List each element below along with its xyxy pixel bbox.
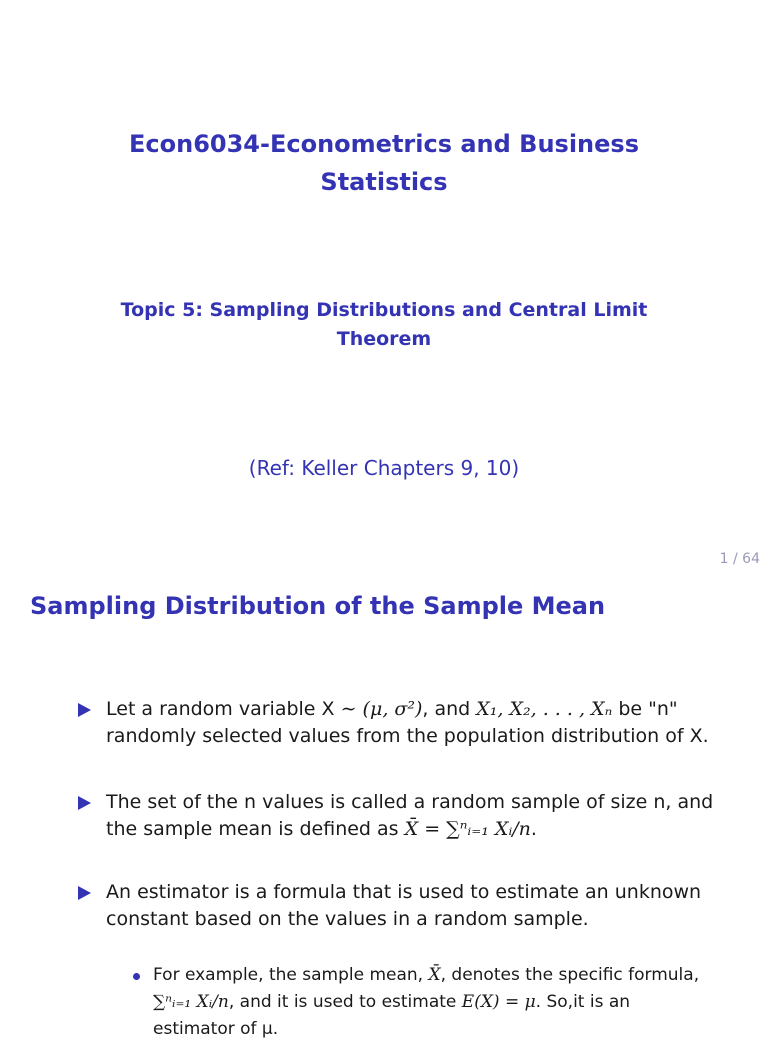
triangle-bullet-icon — [78, 703, 91, 717]
bullet-3-line-2: constant based on the values in a random sample. — [106, 908, 589, 930]
bullet-1-line-1 — [106, 696, 746, 723]
sub-bullet-text-d: . So,it is an — [535, 992, 631, 1012]
bullet-2-text-b: . — [530, 818, 537, 840]
sub-bullet-text — [153, 962, 743, 1043]
bullet-1-math-sample: X₁, X₂, . . . , Xₙ — [476, 698, 613, 720]
slide-title-line-2: Statistics — [320, 168, 448, 196]
slide-topic-line-2: Theorem — [336, 328, 432, 350]
sub-bullet-line-2 — [153, 989, 743, 1016]
triangle-bullet-icon — [78, 796, 91, 810]
bullet-2-text-a: the sample mean is defined as — [106, 818, 405, 840]
bullet-1-text-a: Let a random variable X — [106, 698, 341, 720]
sub-bullet-text-c: , and it is used to estimate — [228, 992, 462, 1012]
bullet-text-3 — [106, 879, 746, 933]
bullet-3-line-1: An estimator is a formula that is used to estimate an unknown — [106, 881, 702, 903]
slide-topic — [0, 296, 768, 354]
bullet-1-line-2: randomly selected values from the population distribution of X. — [106, 725, 709, 747]
dot-bullet-icon — [133, 973, 140, 980]
reference-text: (Ref: Keller Chapters 9, 10) — [248, 456, 520, 480]
bullet-2-line-1: The set of the n values is called a random sample of size n, and — [106, 791, 714, 813]
bullet-text-1 — [106, 696, 746, 750]
bullet-1-math-dist: ∼ (μ, σ²) — [340, 698, 423, 720]
slide-title — [0, 125, 768, 201]
bullet-text-2 — [106, 789, 746, 843]
sub-bullet-text-b: , denotes the specific formula, — [440, 965, 700, 985]
triangle-bullet-icon — [78, 886, 91, 900]
sub-bullet-line-3: estimator of μ. — [153, 1019, 279, 1039]
slide-title-line-1: Econ6034-Econometrics and Business — [129, 130, 639, 158]
page-number: 1 / 64 — [719, 551, 760, 567]
bullet-2-math-mean: X̄ = ∑ⁿᵢ₌₁ Xᵢ/n — [404, 818, 531, 840]
frame-title: Sampling Distribution of the Sample Mean — [30, 592, 606, 620]
bullet-1-text-c: be "n" — [612, 698, 678, 720]
sub-bullet-line-1 — [153, 962, 743, 989]
sub-bullet-text-a: For example, the sample mean, — [153, 965, 429, 985]
sub-bullet-math-sum: ∑ⁿᵢ₌₁ Xᵢ/n — [153, 992, 229, 1012]
slide-topic-line-1: Topic 5: Sampling Distributions and Central Limit — [120, 299, 648, 321]
sub-bullet-math-expectation: E(X) = μ — [461, 992, 536, 1012]
bullet-2-line-2 — [106, 816, 746, 843]
sub-bullet-math-xbar: X̄ — [428, 965, 441, 985]
bullet-1-text-b: , and — [422, 698, 477, 720]
